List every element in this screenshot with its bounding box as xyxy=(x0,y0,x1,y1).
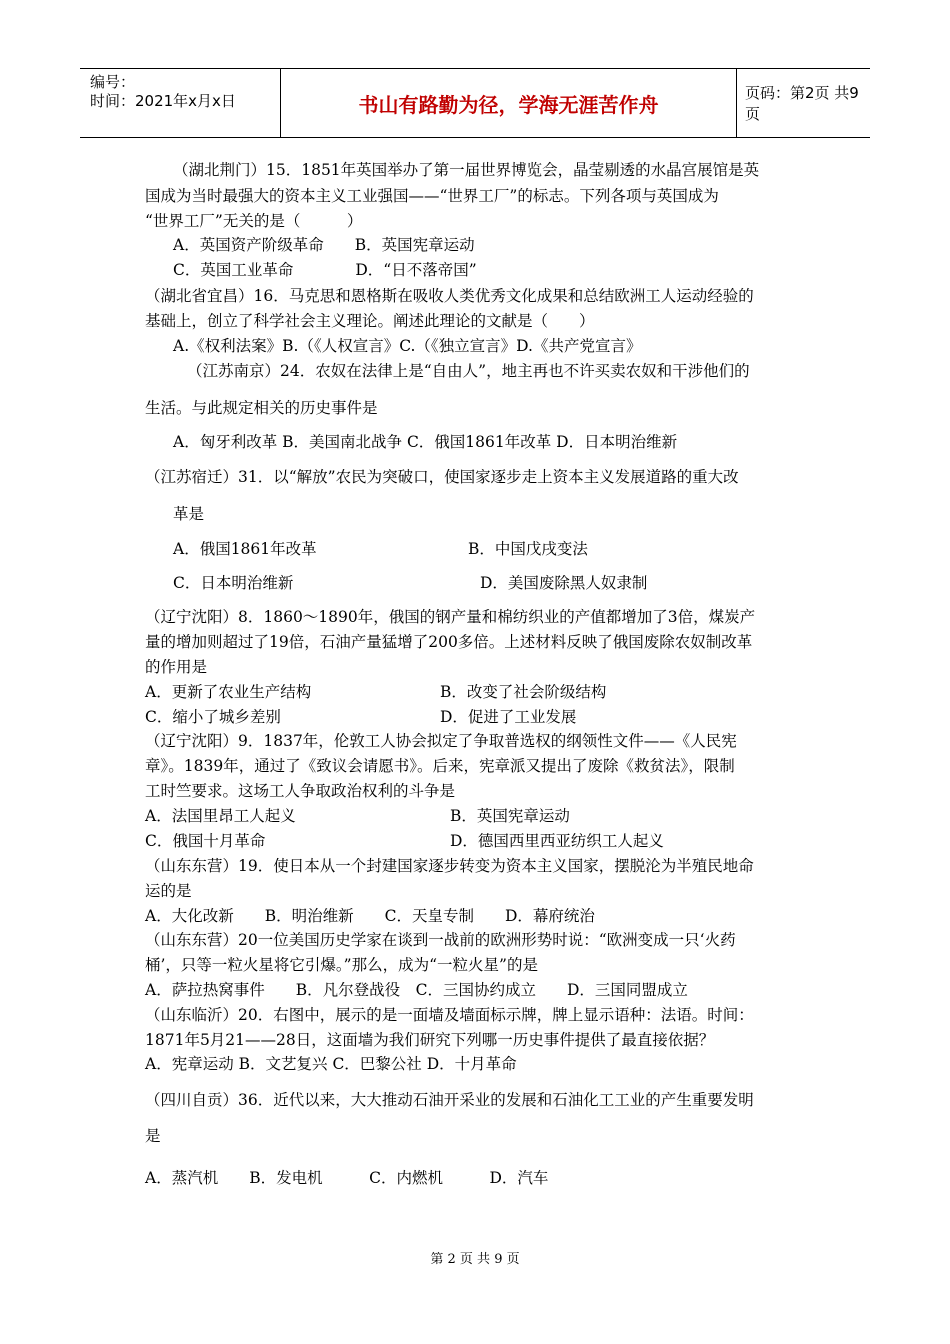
option-line: A.《权利法案》B.（《人权宣言》C.（《独立宣言》D.《共产党宣言》 xyxy=(173,337,642,355)
motto: 书山有路勤为径，学海无涯苦作舟 xyxy=(281,69,737,137)
text-line: （湖北荆门）15．1851年英国举办了第一届世界博览会，晶莹剔透的水晶宫展馆是英 xyxy=(173,161,760,179)
option-line: A．蒸汽机 B．发电机 C．内燃机 D．汽车 xyxy=(145,1169,549,1187)
option-line: C．俄国十月革命 xyxy=(145,832,266,850)
option-line: A．英国资产阶级革命 B．英国宪章运动 xyxy=(173,236,475,254)
text-line: 国成为当时最强大的资本主义工业强国——“世界工厂”的标志。下列各项与英国成为 xyxy=(145,187,719,205)
text-line: （江苏南京）24．农奴在法律上是“自由人”，地主再也不许买卖农奴和干涉他们的 xyxy=(187,362,750,380)
option-line: A．大化改新 B．明治维新 C．天皇专制 D．幕府统治 xyxy=(145,907,595,925)
time-label: 时间：2021年x月x日 xyxy=(90,92,236,110)
option-line: A．匈牙利改革 B．美国南北战争 C．俄国1861年改革 D．日本明治维新 xyxy=(173,433,678,451)
number-label: 编号： xyxy=(90,73,136,91)
option-line: D．德国西里西亚纺织工人起义 xyxy=(450,832,664,850)
text-line: （辽宁沈阳）8．1860～1890年，俄国的钢产量和棉纺织业的产值都增加了3倍，煤炭产 xyxy=(145,608,756,626)
option-line: D．美国废除黑人奴隶制 xyxy=(480,574,648,592)
option-line: B．英国宪章运动 xyxy=(450,807,570,825)
option-line: B．中国戊戌变法 xyxy=(468,540,588,558)
text-line: 工时竺要求。这场工人争取政治权利的斗争是 xyxy=(145,782,456,800)
page-header xyxy=(80,68,870,138)
option-line: B．改变了社会阶级结构 xyxy=(440,683,607,701)
page-label: 页码：第2页 共9页 xyxy=(745,84,859,123)
text-line: 量的增加则超过了19倍，石油产量猛增了200多倍。上述材料反映了俄国废除农奴制改革 xyxy=(145,633,753,651)
page-footer: 第 2 页 共 9 页 xyxy=(430,1252,520,1267)
text-line: （四川自贡）36．近代以来，大大推动石油开采业的发展和石油化工工业的产生重要发明 xyxy=(145,1091,754,1109)
text-line: （山东临沂）20．右图中，展示的是一面墙及墙面标示牌，牌上显示语种：法语。时间： xyxy=(145,1006,754,1024)
text-line: （辽宁沈阳）9．1837年，伦敦工人协会拟定了争取普选权的纲领性文件——《人民宪 xyxy=(145,732,737,750)
text-line: （湖北省宜昌）16．马克思和恩格斯在吸收人类优秀文化成果和总结欧洲工人运动经验的 xyxy=(145,287,754,305)
option-line: C．缩小了城乡差别 xyxy=(145,708,281,726)
text-line: （山东东营）20一位美国历史学家在谈到一战前的欧洲形势时说：“欧洲变成一只‘火药 xyxy=(145,931,736,949)
text-line: 的作用是 xyxy=(145,658,208,676)
option-line: A．萨拉热窝事件 B．凡尔登战役 C．三国协约成立 D．三国同盟成立 xyxy=(145,981,688,999)
text-line: 革是 xyxy=(173,505,205,523)
option-line: C．日本明治维新 xyxy=(173,574,294,592)
text-line: 是 xyxy=(145,1127,161,1145)
text-line: “世界工厂”无关的是（ ） xyxy=(145,212,363,230)
option-line: A．法国里昂工人起义 xyxy=(145,807,296,825)
text-line: 1871年5月21——28日，这面墙为我们研究下列哪一历史事件提供了最直接依据？ xyxy=(145,1031,715,1049)
text-line: （山东东营）19．使日本从一个封建国家逐步转变为资本主义国家，摆脱沦为半殖民地命 xyxy=(145,857,754,875)
text-line: 章》。1839年，通过了《致议会请愿书》。后来，宪章派又提出了废除《救贫法》，限制 xyxy=(145,757,735,775)
option-line: A．更新了农业生产结构 xyxy=(145,683,312,701)
text-line: 桶’，只等一粒火星将它引爆。”那么，成为“一粒火星”的是 xyxy=(145,956,538,974)
text-line: （江苏宿迁）31．以“解放”农民为突破口，使国家逐步走上资本主义发展道路的重大改 xyxy=(145,468,739,486)
option-line: D．促进了工业发展 xyxy=(440,708,577,726)
option-line: A．宪章运动 B．文艺复兴 C．巴黎公社 D．十月革命 xyxy=(145,1055,517,1073)
text-line: 基础上，创立了科学社会主义理论。阐述此理论的文献是（ ） xyxy=(145,312,595,330)
text-line: 生活。与此规定相关的历史事件是 xyxy=(145,399,378,417)
header-info xyxy=(80,69,281,137)
text-line: 运的是 xyxy=(145,882,192,900)
option-line: C．英国工业革命 D．“日不落帝国” xyxy=(173,261,477,279)
option-line: A．俄国1861年改革 xyxy=(173,540,317,558)
